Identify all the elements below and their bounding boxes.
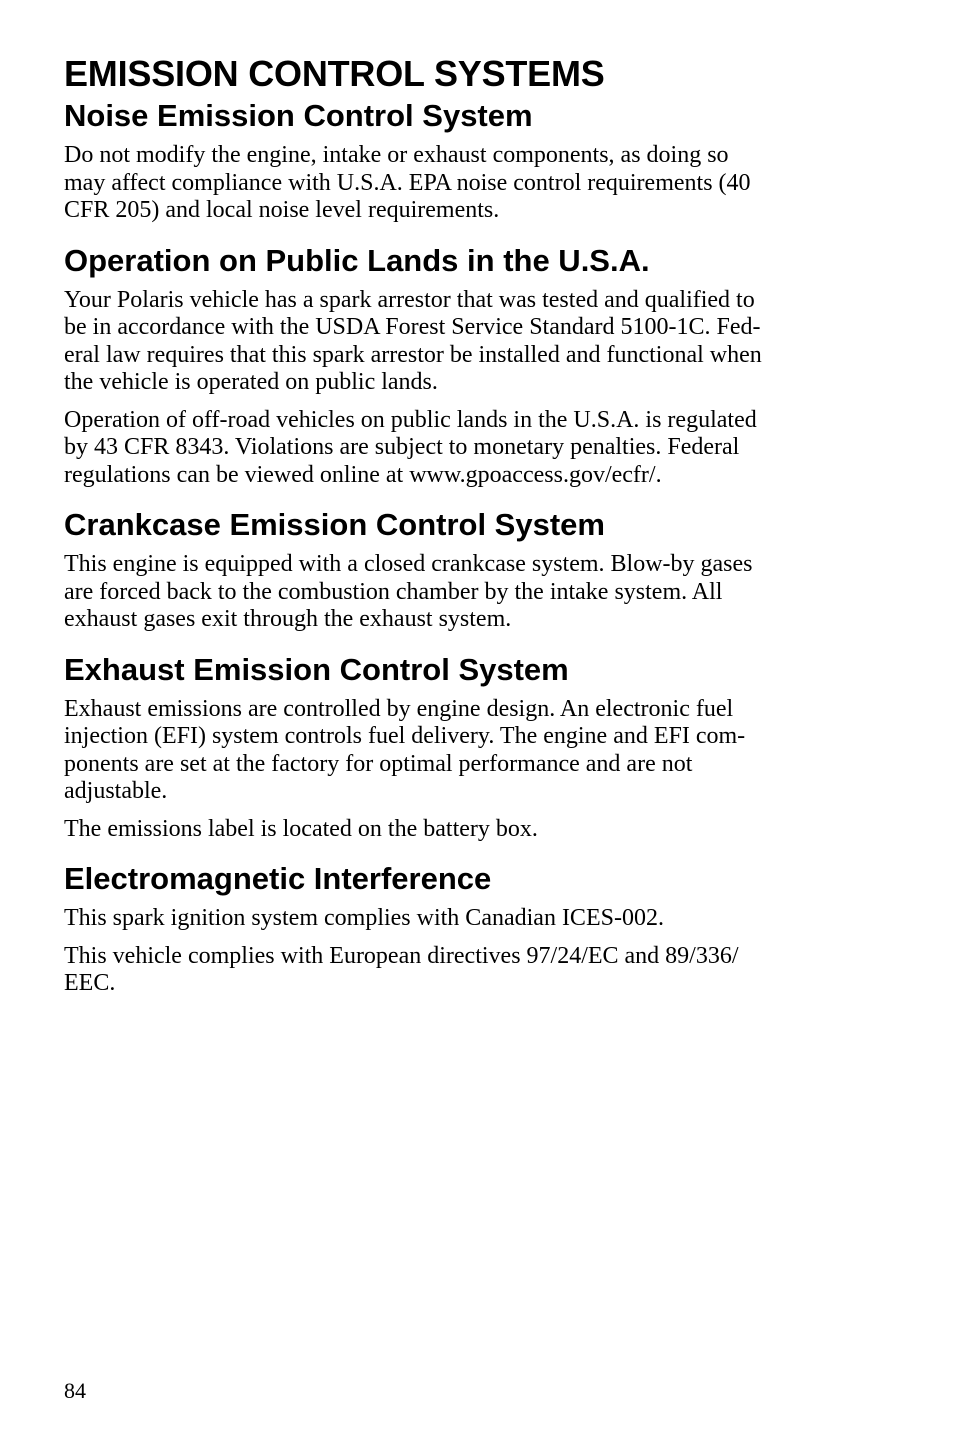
section-heading: Crankcase Emission Control System: [64, 507, 605, 542]
page-title: EMISSION CONTROL SYSTEMS: [64, 53, 605, 94]
page-number: 84: [64, 1378, 86, 1403]
section-noise-emission: [64, 98, 864, 225]
section-crankcase-emission: [64, 507, 864, 634]
paragraph: This engine is equipped with a closed crankcase system. Blow-by gases are forced back to the combustion chamber by the intake system. All exhaust gases exit through the exhaust system.: [64, 551, 753, 632]
paragraph: Exhaust emissions are controlled by engine design. An electronic fuel injection (EFI) system controls fuel delivery. The engine and EFI com- ponents are set at the factory for optimal performance and are not adjustable.: [64, 695, 746, 804]
section-heading: Exhaust Emission Control System: [64, 651, 569, 687]
section-heading: Electromagnetic Interference: [64, 861, 492, 896]
section-electromagnetic-interference: [64, 861, 864, 998]
paragraph: This vehicle complies with European directives 97/24/EC and 89/336/ EEC.: [64, 942, 739, 996]
paragraph: This spark ignition system complies with Canadian ICES-002.: [64, 905, 664, 931]
paragraph: Operation of off-road vehicles on public lands in the U.S.A. is regulated by 43 CFR 8343. Violations are subject to monetary penalties. Federal regulations can be viewed online at www.gpoaccess.gov/ecfr/.: [64, 406, 757, 488]
section-heading: Operation on Public Lands in the U.S.A.: [64, 242, 650, 278]
paragraph: The emissions label is located on the battery box.: [64, 815, 538, 842]
section-exhaust-emission: [64, 652, 864, 844]
section-heading: Noise Emission Control System: [64, 98, 533, 133]
document-page: [64, 54, 864, 998]
paragraph: Do not modify the engine, intake or exhaust components, as doing so may affect compliance with U.S.A. EPA noise control requirements (40 CFR 205) and local noise level requirements.: [64, 142, 751, 223]
paragraph: Your Polaris vehicle has a spark arrestor that was tested and qualified to be in accordance with the USDA Forest Service Standard 5100-1C. Fed- eral law requires that this spark arrestor be installed and functional when the vehicle is operated on public lands.: [64, 286, 762, 395]
section-public-lands: [64, 243, 864, 490]
